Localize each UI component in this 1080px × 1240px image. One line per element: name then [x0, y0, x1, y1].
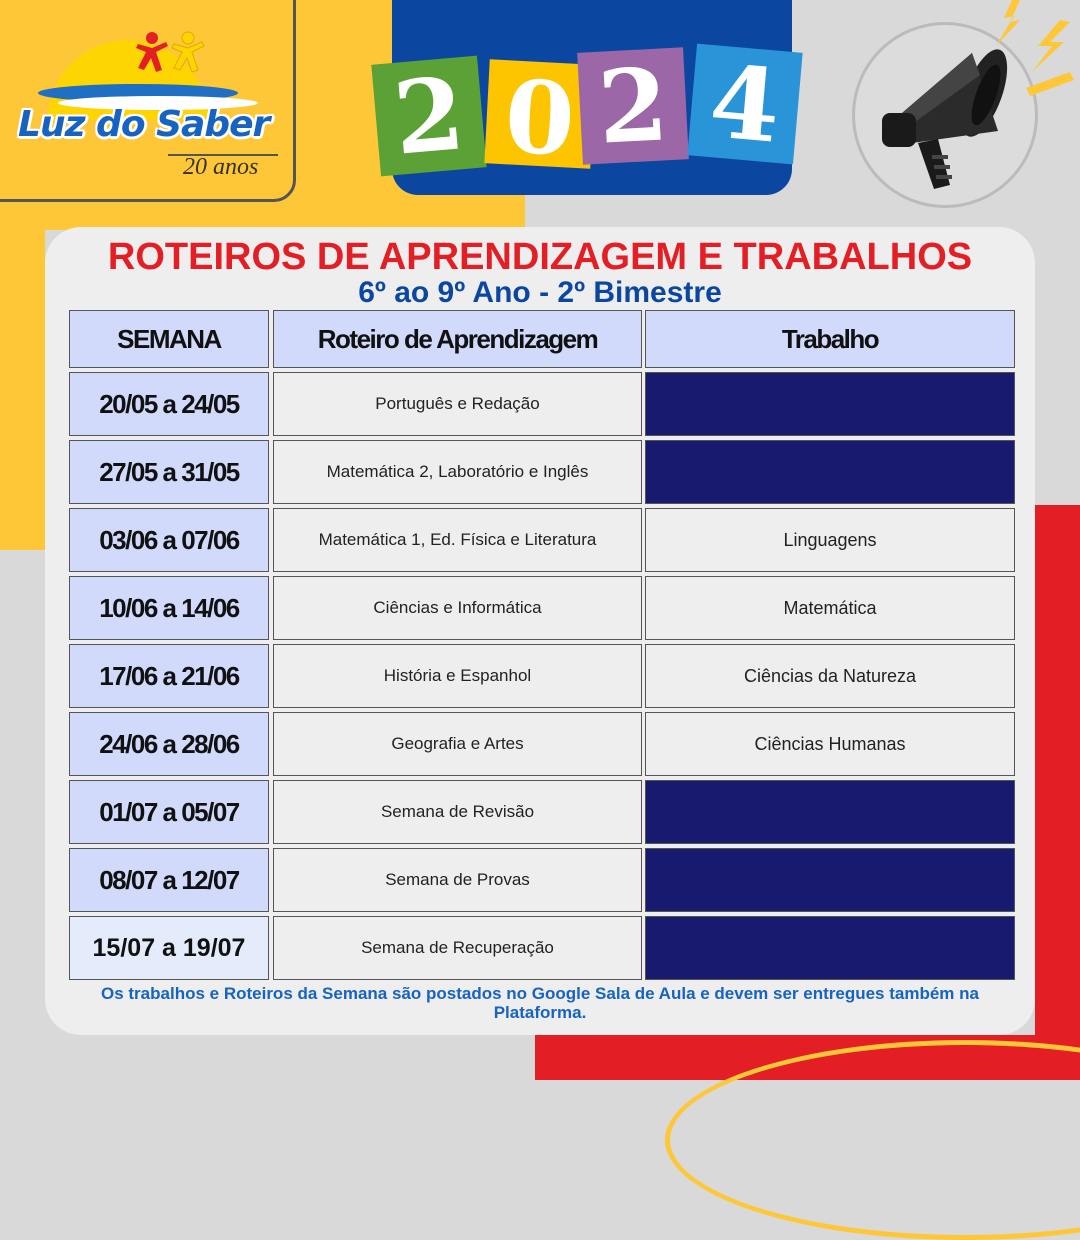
week-cell: 08/07 a 12/07 — [69, 848, 269, 912]
trabalho-cell-empty — [645, 848, 1015, 912]
page-title: ROTEIROS DE APRENDIZAGEM E TRABALHOS — [107, 236, 973, 278]
lightning-icon — [990, 0, 1080, 100]
week-cell: 27/05 a 31/05 — [69, 440, 269, 504]
roteiro-cell: História e Espanhol — [273, 644, 642, 708]
schedule-table — [69, 310, 1015, 982]
logo-subtitle: 20 anos — [183, 154, 259, 180]
trabalho-cell-empty — [645, 440, 1015, 504]
roteiro-cell: Geografia e Artes — [273, 712, 642, 776]
trabalho-cell: Matemática — [645, 576, 1015, 640]
roteiro-cell: Português e Redação — [273, 372, 642, 436]
week-cell: 15/07 a 19/07 — [69, 916, 269, 980]
week-cell: 24/06 a 28/06 — [69, 712, 269, 776]
trabalho-cell-empty — [645, 372, 1015, 436]
trabalho-cell: Linguagens — [645, 508, 1015, 572]
footer-note: Os trabalhos e Roteiros da Semana são postados no Google Sala de Aula e devem ser entregues também na Plataforma. — [101, 984, 979, 1022]
week-cell: 01/07 a 05/07 — [69, 780, 269, 844]
roteiro-cell: Ciências e Informática — [273, 576, 642, 640]
header-semana: SEMANA — [69, 310, 269, 368]
year-digit-tile: 0 — [484, 59, 595, 168]
trabalho-cell: Ciências da Natureza — [645, 644, 1015, 708]
week-cell: 17/06 a 21/06 — [69, 644, 269, 708]
trabalho-cell-empty — [645, 916, 1015, 980]
background-red-strip — [1035, 505, 1080, 1080]
logo-title: Luz do Saber — [18, 104, 270, 145]
week-cell: 20/05 a 24/05 — [69, 372, 269, 436]
year-digit-tile: 4 — [687, 44, 802, 165]
roteiro-cell: Matemática 2, Laboratório e Inglês — [273, 440, 642, 504]
header-roteiro: Roteiro de Aprendizagem — [273, 310, 642, 368]
trabalho-cell-empty — [645, 780, 1015, 844]
year-digit-tile: 2 — [577, 47, 689, 164]
week-cell: 10/06 a 14/06 — [69, 576, 269, 640]
trabalho-cell: Ciências Humanas — [645, 712, 1015, 776]
roteiro-cell: Matemática 1, Ed. Física e Literatura — [273, 508, 642, 572]
background-yellow-strip — [0, 230, 45, 550]
header-trabalho: Trabalho — [645, 310, 1015, 368]
roteiro-cell: Semana de Revisão — [273, 780, 642, 844]
roteiro-cell: Semana de Recuperação — [273, 916, 642, 980]
page-subtitle: 6º ao 9º Ano - 2º Bimestre — [358, 276, 722, 309]
week-cell: 03/06 a 07/06 — [69, 508, 269, 572]
people-logo-icon — [132, 30, 216, 74]
roteiro-cell: Semana de Provas — [273, 848, 642, 912]
year-digit-tile: 2 — [371, 56, 486, 177]
